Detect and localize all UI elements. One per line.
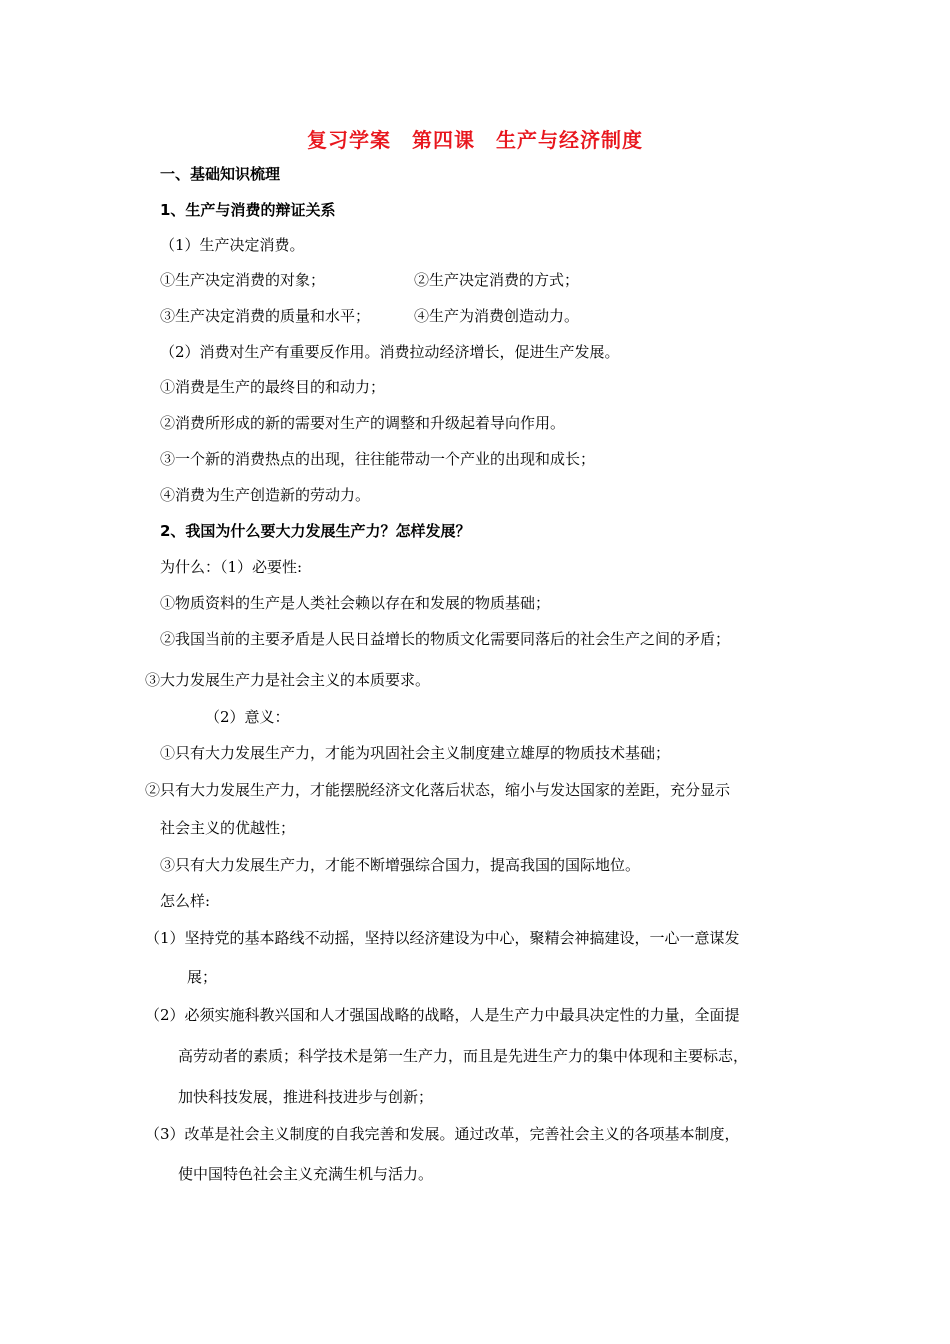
how-item-2-line3: 加快科技发展，推进科技进步与创新； [178,1088,434,1106]
how-item-3-line2: 使中国特色社会主义充满生机与活力。 [178,1165,434,1183]
point-2-item-b: ②消费所形成的新的需要对生产的调整和升级起着导向作用。 [160,414,566,432]
how-item-1-line1: （1）坚持党的基本路线不动摇，坚持以经济建设为中心，聚精会神搞建设，一心一意谋发 [145,929,740,947]
why-heading: 为什么：（1）必要性: [160,558,303,576]
significance-item-b-line2: 社会主义的优越性； [160,819,296,837]
point-2-item-d: ④消费为生产创造新的劳动力。 [160,486,371,504]
how-item-2-line1: （2）必须实施科教兴国和人才强国战略的战略，人是生产力中最具决定性的力量，全面提 [145,1006,740,1024]
how-item-3-line1: （3）改革是社会主义制度的自我完善和发展。通过改革，完善社会主义的各项基本制度， [145,1125,740,1143]
point-1-item-b: ②生产决定消费的方式； [414,271,580,289]
point-1-heading: （1）生产决定消费。 [160,236,305,254]
why-item-a: ①物质资料的生产是人类社会赖以存在和发展的物质基础； [160,594,551,612]
point-1-item-a: ①生产决定消费的对象； [160,271,326,289]
how-heading: 怎么样: [160,892,211,910]
point-2-heading: （2）消费对生产有重要反作用。消费拉动经济增长，促进生产发展。 [160,343,620,361]
significance-item-a: ①只有大力发展生产力，才能为巩固社会主义制度建立雄厚的物质技术基础； [160,744,671,762]
why-item-c: ③大力发展生产力是社会主义的本质要求。 [145,671,431,689]
point-2-item-a: ①消费是生产的最终目的和动力； [160,378,386,396]
point-2-item-c: ③一个新的消费热点的出现，往往能带动一个产业的出现和成长； [160,450,596,468]
page-title: 复习学案 第四课 生产与经济制度 [307,128,643,152]
subsection-heading-1: 1、生产与消费的辩证关系 [160,201,336,219]
point-1-item-d: ④生产为消费创造动力。 [414,307,580,325]
why-item-b: ②我国当前的主要矛盾是人民日益增长的物质文化需要同落后的社会生产之间的矛盾； [160,630,731,648]
section-heading: 一、基础知识梳理 [160,165,281,183]
subsection-heading-2: 2、我国为什么要大力发展生产力？怎样发展？ [160,522,471,540]
significance-item-c: ③只有大力发展生产力，才能不断增强综合国力，提高我国的国际地位。 [160,856,641,874]
significance-item-b-line1: ②只有大力发展生产力，才能摆脱经济文化落后状态，缩小与发达国家的差距，充分显示 [145,781,731,799]
how-item-1-line2: 展； [187,968,218,986]
point-1-item-c: ③生产决定消费的质量和水平； [160,307,371,325]
how-item-2-line2: 高劳动者的素质；科学技术是第一生产力，而且是先进生产力的集中体现和主要标志， [178,1047,749,1065]
significance-heading: （2）意义： [205,708,290,726]
